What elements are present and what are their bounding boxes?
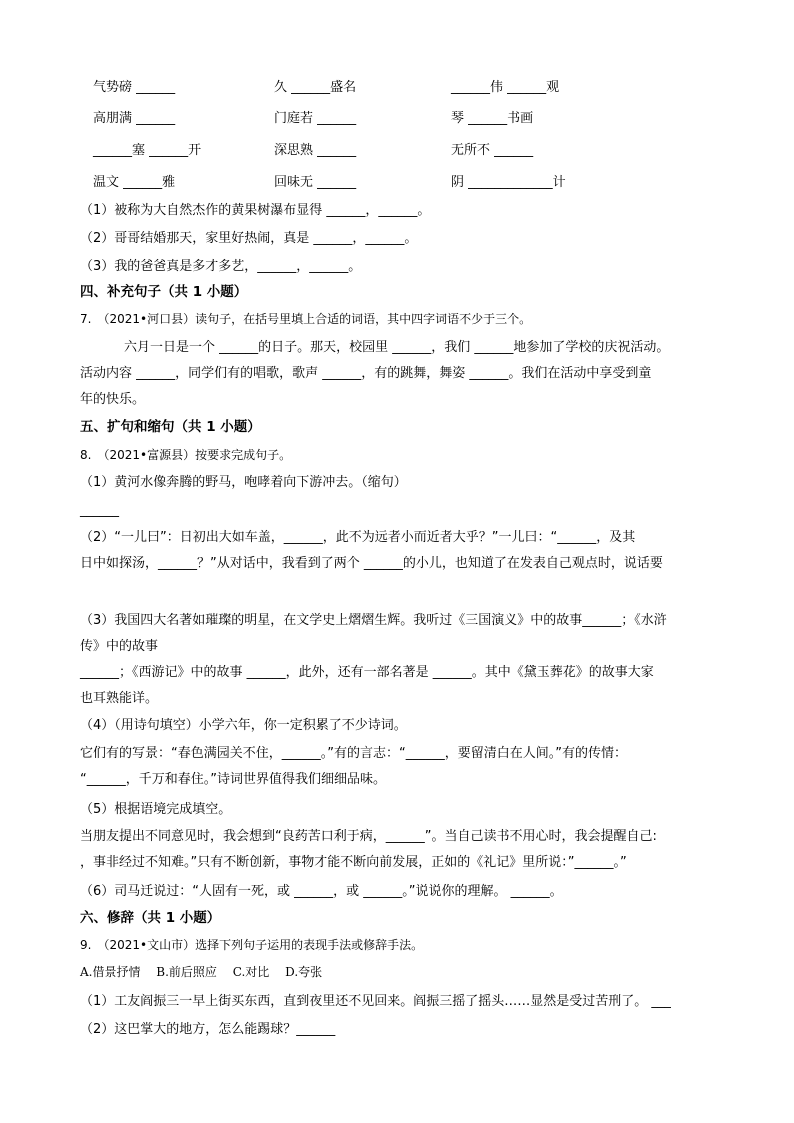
q9-item-2: （2）这巴掌大的地方，怎么能踢球？______ [80, 1022, 336, 1037]
q7-line-3: 年的快乐。 [80, 392, 146, 407]
grid-cell: 温文 ______雅 [93, 175, 176, 190]
q8-item-3-line-4: 也耳熟能详。 [80, 691, 159, 706]
section-4-heading: 四、补充句子（共 1 小题） [80, 284, 248, 300]
q8-item-4-line-1: （4）（用诗句填空）小学六年，你一定积累了不少诗词。 [80, 718, 407, 733]
grid-cell: 深思熟 ______ [274, 143, 357, 158]
q8-item-5-line-3: ，事非经过不知难。”只有不断创新，事物才能不断向前发展，正如的《礼记》里所说：”______。” [80, 855, 627, 870]
q6-item-1: （1）被称为大自然杰作的黄果树瀑布显得 ______，______。 [80, 203, 431, 218]
section-5-heading: 五、扩句和缩句（共 1 小题） [80, 419, 261, 435]
grid-cell: 无所不 ______ [451, 143, 534, 158]
q8-item-3-line-1: （3）我国四大名著如璀璨的明星，在文学史上熠熠生辉。我听过《三国演义》中的故事______；《水浒 [80, 613, 667, 628]
grid-cell: ______塞 ______开 [93, 143, 202, 158]
q8-item-6: （6）司马迁说过：“人固有一死，或 ______，或 ______。”说说你的理解。 ______。 [80, 884, 563, 899]
grid-cell: 气势磅 ______ [93, 80, 176, 95]
q8-item-2-line-1: （2）“一儿曰”：日初出大如车盖，______，此不为远者小而近者大乎？”一儿曰：“______，及其 [80, 530, 636, 545]
q7-line-2: 活动内容 ______，同学们有的唱歌，歌声 ______，有的跳舞，舞姿 ______。我们在活动中享受到童 [80, 366, 652, 381]
q8-item-2-line-2: 日中如探汤，______？”从对话中，我看到了两个 ______的小儿，也知道了在发表自己观点时，说话要 [80, 556, 663, 571]
grid-cell: 高朋满 ______ [93, 111, 176, 126]
q7-line-1: 六月一日是一个 ______的日子。那天，校园里 ______，我们 ______地参加了学校的庆祝活动。 [124, 340, 670, 355]
q7-prompt: 7. （2021•河口县）读句子，在括号里填上合适的词语，其中四字词语不少于三个。 [80, 312, 532, 326]
q8-item-4-line-3: “______，千万和春住。”诗词世界值得我们细细品味。 [80, 772, 386, 787]
q8-item-3-line-3: ______；《西游记》中的故事 ______，此外，还有一部名著是 ______。其中《黛玉葬花》的故事大家 [80, 665, 654, 680]
q8-item-1-blank: ______ [80, 503, 119, 518]
q8-item-3-line-2: 传》中的故事 [80, 639, 159, 654]
q9-prompt: 9. （2021•文山市）选择下列句子运用的表现手法或修辞手法。 [80, 938, 424, 952]
q8-item-4-line-2: 它们有的写景：“春色满园关不住，______。”有的言志：“______，要留清白在人间。”有的传情： [80, 746, 627, 761]
grid-cell: 琴 ______书画 [451, 111, 534, 126]
q9-options: A.借景抒情 B.前后照应 C.对比 D.夸张 [80, 965, 323, 979]
section-6-heading: 六、修辞（共 1 小题） [80, 910, 221, 926]
grid-cell: 久 ______盛名 [274, 80, 357, 95]
q9-item-1: （1）工友阎振三一早上街买东西，直到夜里还不见回来。阎振三摇了摇头……显然是受过苦刑了。 ___ [80, 994, 671, 1009]
grid-cell: 回味无 ______ [274, 175, 357, 190]
q6-item-2: （2）哥哥结婚那天，家里好热闹，真是 ______，______。 [80, 231, 418, 246]
grid-cell: 阴 _____________计 [451, 175, 566, 190]
q6-item-3: （3）我的爸爸真是多才多艺，______，______。 [80, 259, 362, 274]
grid-cell: 门庭若 ______ [274, 111, 357, 126]
q8-prompt: 8. （2021•富源县）按要求完成句子。 [80, 448, 292, 462]
grid-cell: ______伟 ______观 [451, 80, 560, 95]
q8-item-5-line-2: 当朋友提出不同意见时，我会想到“良药苦口利于病，______”。当自己读书不用心时，我会提醒自己: [80, 829, 657, 844]
q8-item-1: （1）黄河水像奔腾的野马，咆哮着向下游冲去。（缩句） [80, 475, 407, 490]
q8-item-5-line-1: （5）根据语境完成填空。 [80, 802, 232, 817]
